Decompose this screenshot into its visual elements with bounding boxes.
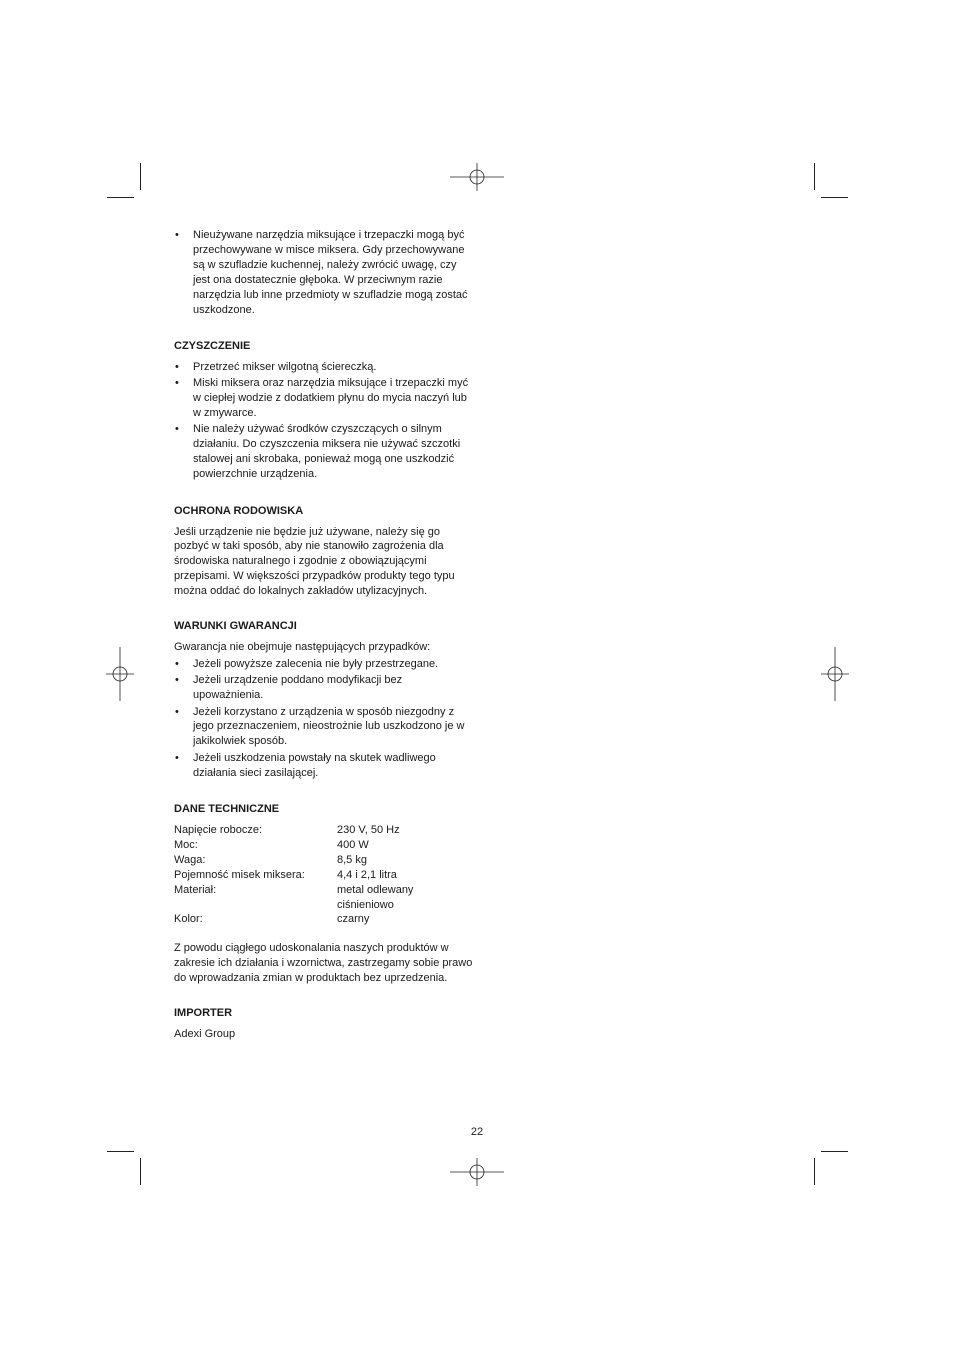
list-item: • Jeżeli uszkodzenia powstały na skutek wadliwego działania sieci zasilającej. <box>175 751 436 779</box>
section-heading-cleaning: CZYSZCZENIE <box>174 339 251 352</box>
bullet-icon: • <box>175 377 179 390</box>
list-item: • Nieużywane narzędzia miksujące i trzepaczki mogą być przechowywane w misce miksera. Gdy przechowywane są w szufladzie kuchennej, należy zwrócić uwagę, czy jest ona dostatecznie głęboka. W przeciwnym razie narzędzia lub inne przedmioty w szufladzie mogą zostać uszkodzone. <box>175 229 468 316</box>
bullet-icon: • <box>175 705 179 718</box>
spec-value: metal odlewany ciśnieniowo <box>337 883 414 911</box>
crop-mark <box>821 1151 848 1152</box>
spec-value: 8,5 kg <box>337 853 367 866</box>
bullet-icon: • <box>175 229 179 241</box>
crop-mark <box>140 163 141 190</box>
crop-mark <box>814 1158 815 1185</box>
environment-text: Jeśli urządzenie nie będzie już używane, należy się go pozbyć w taki sposób, aby nie stanowiło zagrożenia dla środowiska naturalnego i zgodnie z obowiązującymi przepisami. W większości przypadków produkty tego typu można oddać do lokalnych zakładów utylizacyjnych. <box>174 525 455 598</box>
crop-mark <box>107 1151 134 1152</box>
list-item: • Nie należy używać środków czyszczących o silnym działaniu. Do czyszczenia miksera nie używać szczotki stalowej ani skrobaka, ponieważ mogą one uszkodzić powierzchnie urządzenia. <box>175 423 461 481</box>
warranty-intro: Gwarancja nie obejmuje następujących przypadków: <box>174 640 431 653</box>
section-heading-specs: DANE TECHNICZNE <box>174 803 280 816</box>
registration-mark-icon <box>93 647 147 701</box>
spec-label: Moc: <box>174 838 198 851</box>
bullet-icon: • <box>175 674 179 687</box>
bullet-icon: • <box>175 751 179 764</box>
table-row <box>174 883 427 913</box>
section-heading-environment: OCHRONA RODOWISKA <box>174 504 304 517</box>
section-heading-importer: IMPORTER <box>174 1007 233 1020</box>
page-content <box>174 228 474 1042</box>
section-heading-warranty: WARUNKI GWARANCJI <box>174 620 297 633</box>
table-row <box>174 912 427 927</box>
page-number: 22 <box>470 1126 484 1138</box>
list-item: • Przetrzeć mikser wilgotną ściereczką. <box>175 360 377 373</box>
spec-value: 4,4 i 2,1 litra <box>337 868 397 881</box>
table-row <box>174 853 427 868</box>
spec-value: 230 V, 50 Hz <box>337 824 400 836</box>
spec-label: Kolor: <box>174 913 203 926</box>
cleaning-list <box>174 360 474 482</box>
list-item: • Jeżeli korzystano z urządzenia w sposób niezgodny z jego przeznaczeniem, nieostrożnie lub uszkodzono je w jakikolwiek sposób. <box>175 705 465 748</box>
table-row <box>174 823 427 838</box>
registration-mark-icon <box>450 150 504 204</box>
spec-label: Pojemność misek miksera: <box>174 868 305 881</box>
spec-value: 400 W <box>337 838 369 851</box>
crop-mark <box>107 197 134 198</box>
spec-label: Napięcie robocze: <box>174 824 263 836</box>
spec-label: Waga: <box>174 853 206 866</box>
registration-mark-icon <box>450 1145 504 1199</box>
table-row <box>174 838 427 853</box>
bullet-icon: • <box>175 657 179 670</box>
list-item: • Jeżeli powyższe zalecenia nie były przestrzegane. <box>175 657 439 670</box>
crop-mark <box>140 1158 141 1185</box>
table-row <box>174 868 427 883</box>
crop-mark <box>821 197 848 198</box>
change-notice: Z powodu ciągłego udoskonalania naszych produktów w zakresie ich działania i wzornictwa, zastrzegamy sobie prawo do wprowadzania zmian w produktach bez uprzedzenia. <box>174 942 473 985</box>
bullet-icon: • <box>175 423 179 436</box>
warranty-list <box>174 657 474 781</box>
spec-value: czarny <box>337 913 370 926</box>
spec-label: Materiał: <box>174 883 217 896</box>
bullet-icon: • <box>175 360 179 373</box>
importer-name: Adexi Group <box>174 1027 236 1040</box>
list-item: • Jeżeli urządzenie poddano modyfikacji bez upoważnienia. <box>175 674 403 702</box>
registration-mark-icon <box>808 647 862 701</box>
list-item: • Miski miksera oraz narzędzia miksujące i trzepaczki myć w ciepłej wodzie z dodatkiem płynu do mycia naczyń lub w zmywarce. <box>175 377 469 420</box>
intro-list <box>174 228 474 317</box>
crop-mark <box>814 163 815 190</box>
specs-table <box>174 823 427 927</box>
